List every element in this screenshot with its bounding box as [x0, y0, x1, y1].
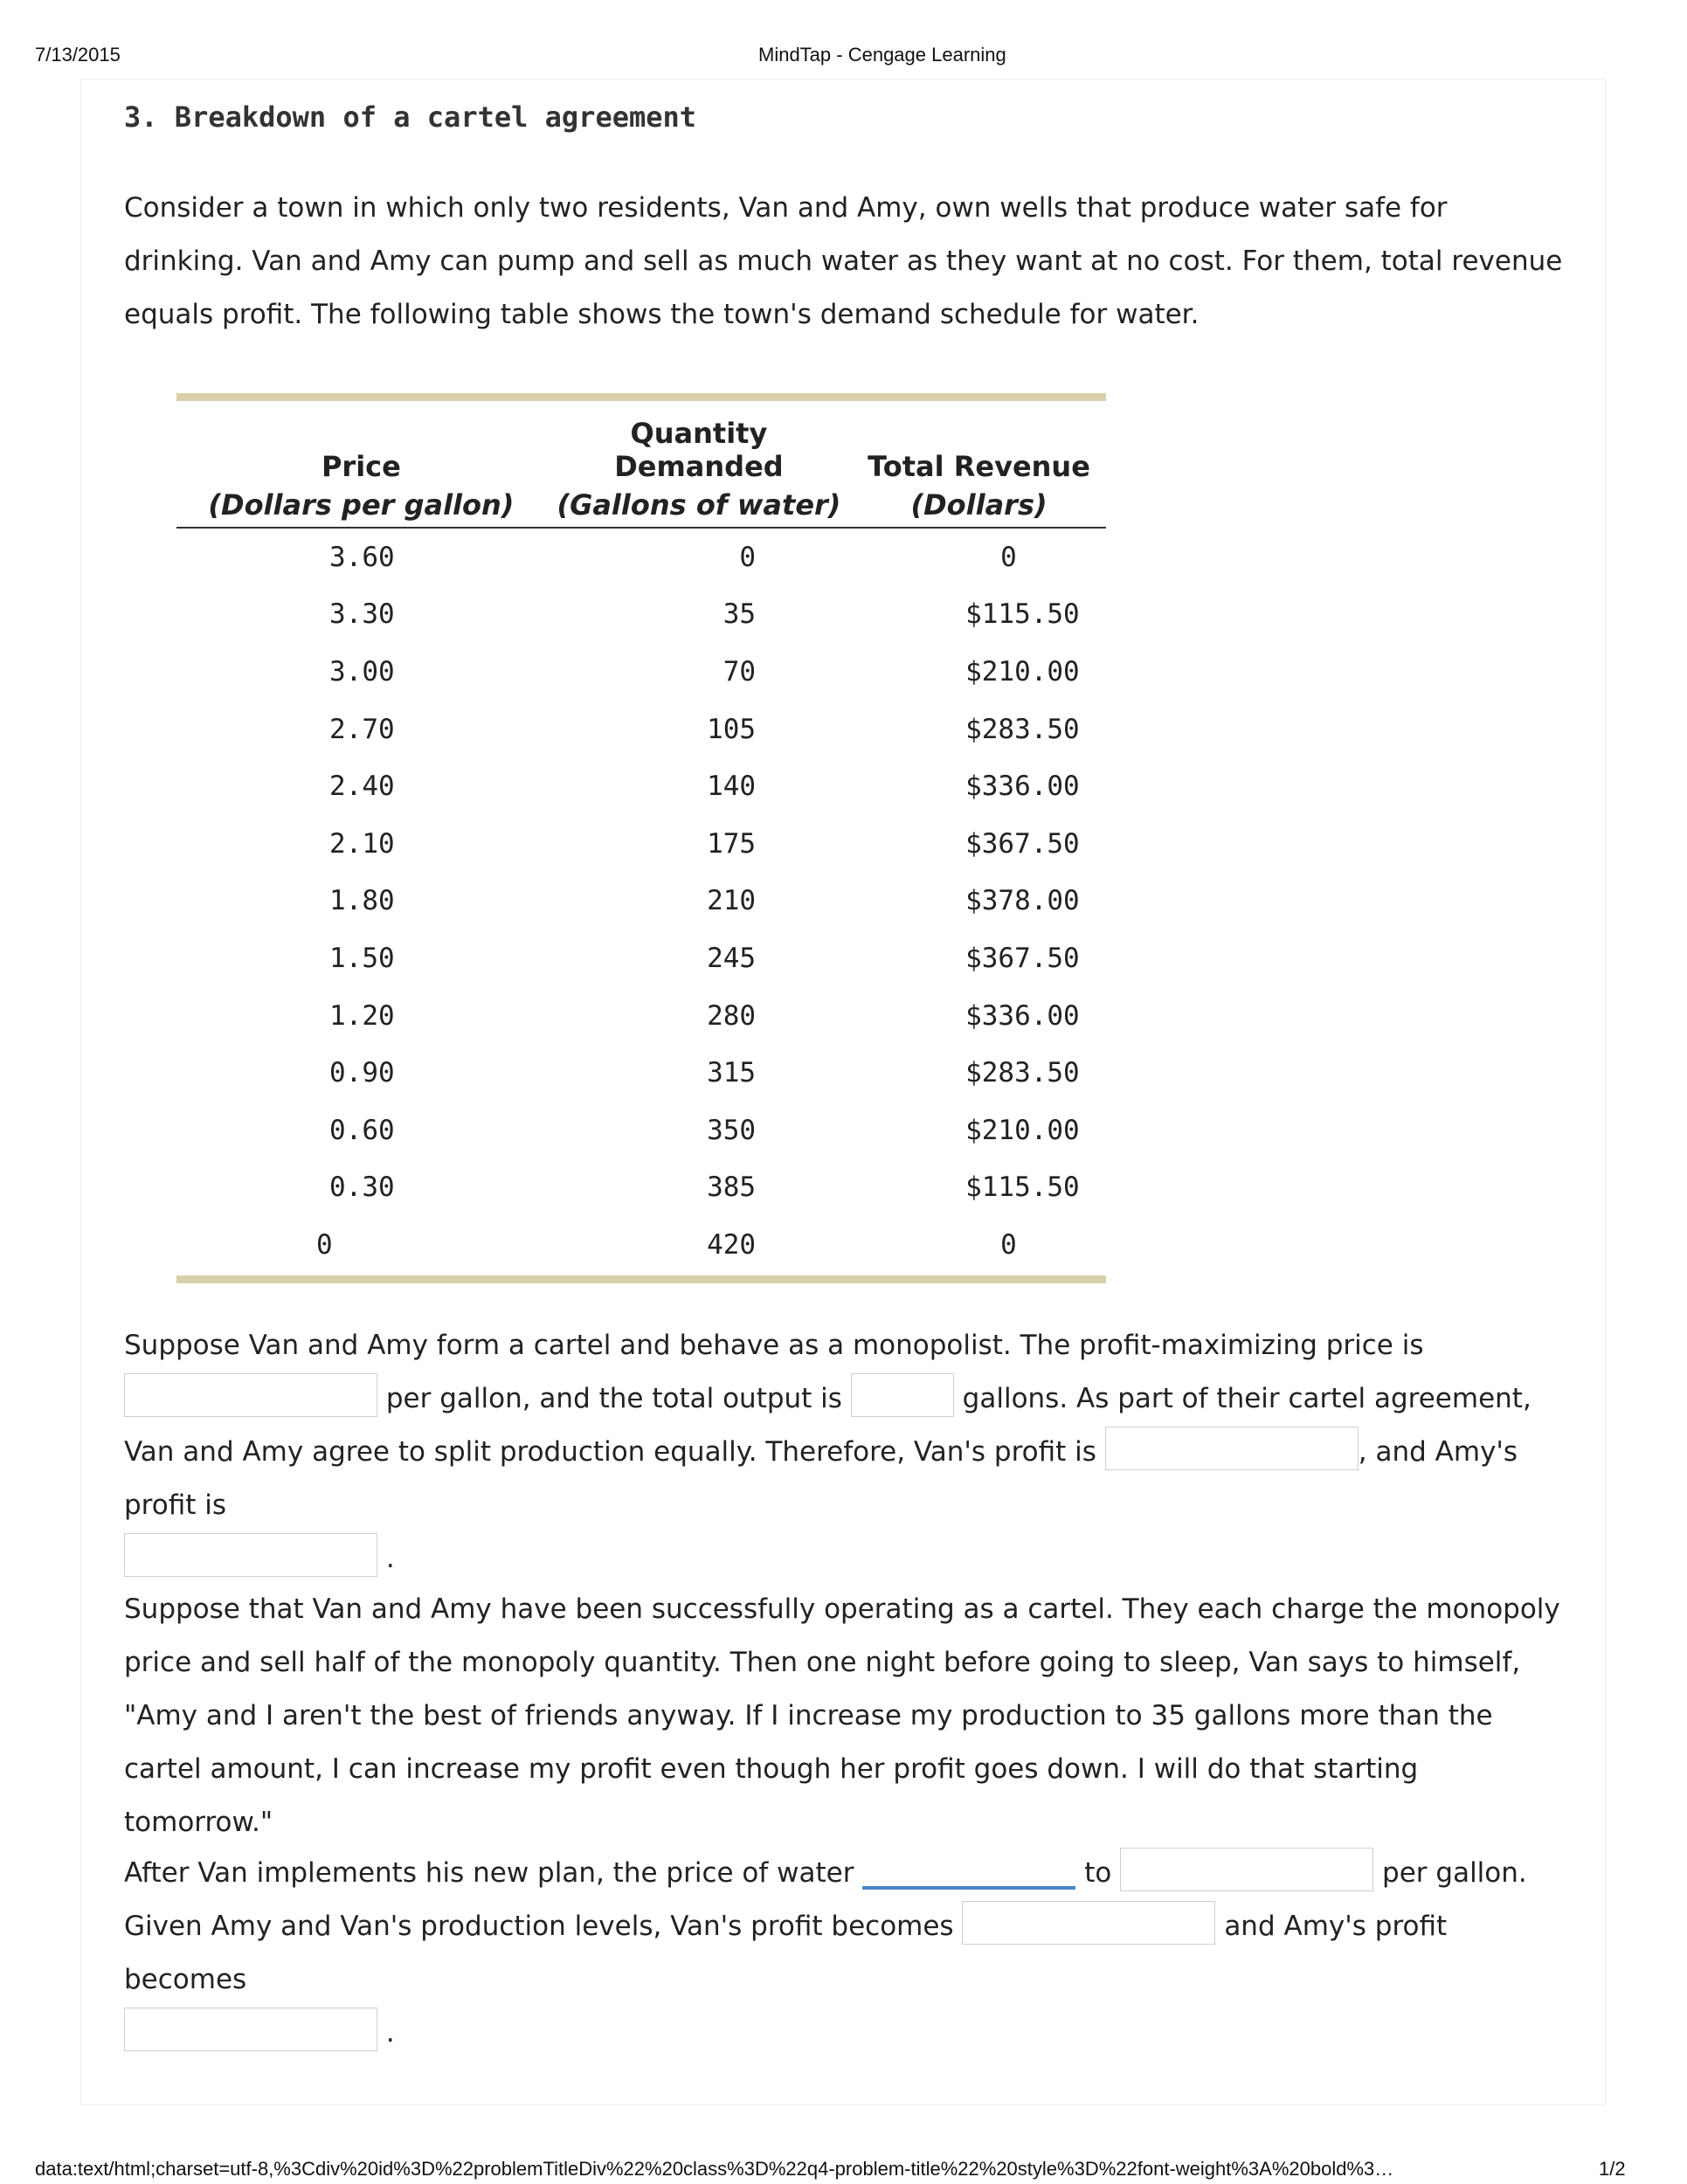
price-cell: 3.00 [329, 655, 395, 688]
price-cell: 1.20 [329, 999, 395, 1032]
quantity-cell: 140 [707, 771, 757, 803]
table-row [176, 873, 1106, 930]
quantity-cell: 210 [707, 885, 757, 917]
table-row [176, 930, 1106, 987]
print-date: 7/13/2015 [35, 44, 121, 66]
header-revenue: Total Revenue [868, 450, 1090, 483]
quantity-cell: 35 [723, 598, 757, 631]
cartel-question [124, 1319, 1574, 1586]
q1-text-2: per gallon, and the total output is [385, 1383, 842, 1414]
demand-schedule-table [176, 393, 1106, 1283]
q3-text-5: . [385, 2017, 395, 2049]
revenue-cell: 0 [1000, 541, 1017, 573]
quantity-cell: 385 [707, 1171, 757, 1204]
q3-text-4: and Amy's profit becomes [124, 1911, 1448, 1995]
price-cell: 2.10 [329, 827, 395, 860]
revenue-cell: $115.50 [965, 598, 1080, 631]
q1-text-5: . [385, 1543, 395, 1574]
quantity-cell: 70 [723, 655, 757, 688]
price-cell: 2.70 [329, 713, 395, 745]
quantity-cell: 105 [707, 713, 757, 745]
quantity-cell: 315 [707, 1057, 757, 1089]
deviation-scenario-paragraph: Suppose that Van and Amy have been successfully operating as a cartel. They each charge the monopoly price and sell half of the monopoly quantity. Then one night before going to sleep, Van says to himself, "Amy and I aren't the best of friends anyway. If I increase my production to 35 gallons more than the cartel amount, I can increase my profit even though her profit goes down. I will do that starting tomorrow." [124, 1593, 1560, 1838]
revenue-cell: $283.50 [965, 713, 1080, 745]
amy-profit-input[interactable] [124, 1533, 377, 1577]
quantity-cell: 0 [739, 541, 757, 573]
revenue-cell: $378.00 [965, 885, 1080, 917]
revenue-cell: $367.50 [965, 827, 1080, 860]
header-price: Price [321, 450, 401, 483]
price-cell: 2.40 [329, 771, 395, 803]
print-title: MindTap - Cengage Learning [758, 44, 1006, 66]
q3-text-1: After Van implements his new plan, the price of water [124, 1857, 854, 1889]
revenue-cell: $336.00 [965, 999, 1080, 1032]
price-cell: 3.30 [329, 598, 395, 631]
problem-title: 3. Breakdown of a cartel agreement [124, 100, 697, 134]
van-profit-input[interactable] [1105, 1427, 1359, 1470]
table-row [176, 815, 1106, 873]
revenue-cell: $210.00 [965, 1114, 1080, 1146]
print-url: data:text/html;charset=utf-8,%3Cdiv%20id%3D%22problemTitleDiv%22%20class%3D%22q4-problem-title%22%20style%3D%22font-weight%3A%20bold%3… [35, 2158, 1394, 2180]
q3-text-2: to [1084, 1857, 1112, 1889]
quantity-cell: 350 [707, 1114, 757, 1146]
revenue-cell: $336.00 [965, 771, 1080, 803]
table-bottom-rule [176, 1275, 1106, 1283]
intro-paragraph: Consider a town in which only two residents, Van and Amy, own wells that produce water safe for drinking. Van and Amy can pump and sell as much water as they want at no cost. For them, total revenue equals profit. The following table shows the town's demand schedule for water. [124, 192, 1563, 330]
table-row [176, 1044, 1106, 1102]
revenue-cell: 0 [1000, 1228, 1017, 1261]
revenue-cell: $367.50 [965, 942, 1080, 974]
q3-text-3: per gallon. Given Amy and Van's production levels, Van's profit becomes [124, 1857, 1527, 1942]
van-new-profit-input[interactable] [962, 1901, 1215, 1945]
revenue-cell: $210.00 [965, 655, 1080, 688]
table-row [176, 987, 1106, 1045]
price-cell: 1.80 [329, 885, 395, 917]
q1-text-4: , and Amy's profit is [124, 1436, 1518, 1521]
deviation-question [124, 1847, 1574, 2060]
amy-new-profit-input[interactable] [124, 2008, 377, 2051]
table-row [176, 586, 1106, 644]
table-row [176, 1159, 1106, 1217]
price-cell: 0.30 [329, 1171, 395, 1204]
table-row [176, 528, 1106, 586]
subheader-price: (Dollars per gallon) [176, 483, 546, 528]
quantity-cell: 245 [707, 942, 757, 974]
revenue-cell: $283.50 [965, 1057, 1080, 1089]
table-row [176, 701, 1106, 758]
header-quantity: Quantity Demanded [614, 417, 784, 483]
price-cell: 0 [316, 1228, 333, 1261]
quantity-cell: 280 [707, 999, 757, 1032]
price-cell: 0.90 [329, 1057, 395, 1089]
revenue-cell: $115.50 [965, 1171, 1080, 1204]
q1-text-1: Suppose Van and Amy form a cartel and behave as a monopolist. The profit-maximizing price is [124, 1330, 1424, 1361]
problem-content [124, 96, 1574, 2049]
page-number: 1/2 [1599, 2158, 1626, 2180]
price-cell: 3.60 [329, 541, 395, 573]
price-cell: 1.50 [329, 942, 395, 974]
subheader-revenue: (Dollars) [852, 483, 1106, 528]
price-cell: 0.60 [329, 1114, 395, 1146]
total-output-input[interactable] [851, 1373, 954, 1417]
q1-text-3: gallons. As part of their cartel agreement, Van and Amy agree to split production equally. Therefore, Van's profit is [124, 1383, 1531, 1468]
table-row [176, 1216, 1106, 1274]
table-body [176, 528, 1106, 1274]
subheader-quantity: (Gallons of water) [546, 483, 852, 528]
table-row [176, 757, 1106, 815]
price-direction-dropdown[interactable] [862, 1842, 1075, 1890]
quantity-cell: 175 [707, 827, 757, 860]
monopoly-price-input[interactable] [124, 1373, 377, 1417]
table-top-rule [176, 393, 1106, 401]
table-row [176, 643, 1106, 701]
new-price-input[interactable] [1120, 1848, 1373, 1891]
table-row [176, 1102, 1106, 1159]
quantity-cell: 420 [707, 1228, 757, 1261]
